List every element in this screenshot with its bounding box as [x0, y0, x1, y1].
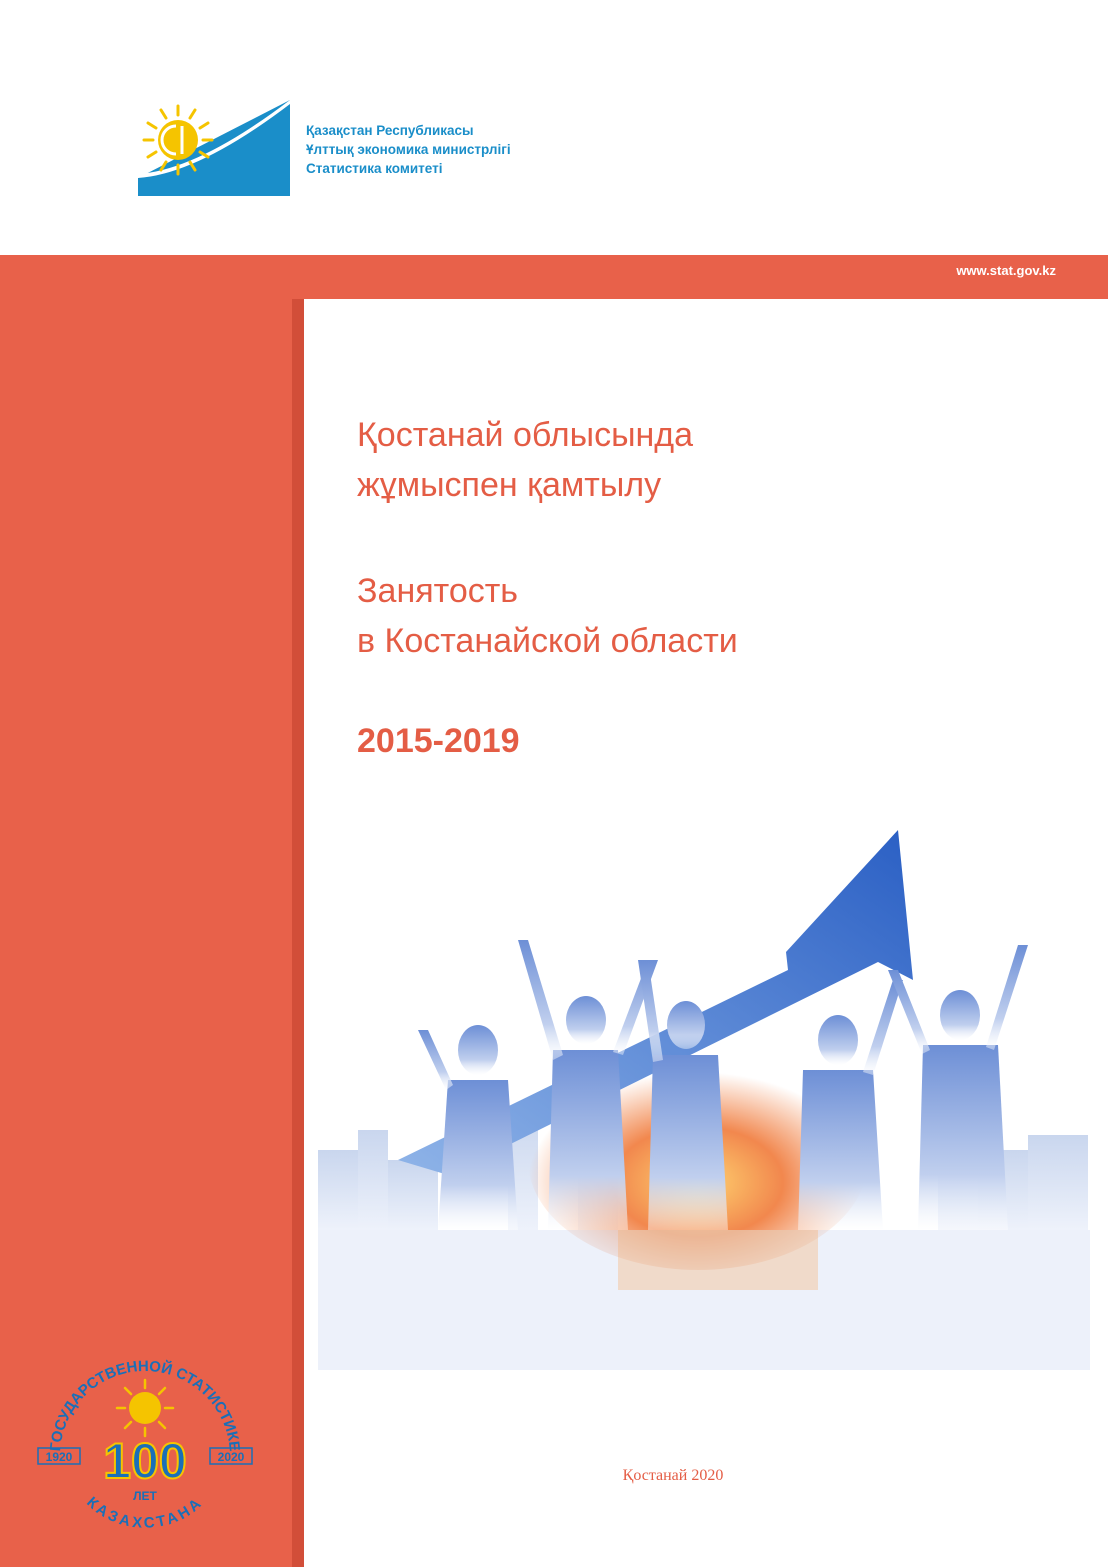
- title-kazakh-line2: жұмыспен қамтылу: [357, 466, 662, 504]
- emblem-sub: ЛЕТ: [133, 1489, 157, 1503]
- organization-name: [306, 121, 511, 178]
- header: [0, 0, 1108, 255]
- people-growth-illustration: [318, 830, 1090, 1370]
- org-line-ministry: Ұлттық экономика министрлігі: [306, 142, 511, 157]
- emblem-year-left: 1920: [45, 1450, 73, 1464]
- title-russian-line1: Занятость: [357, 572, 519, 610]
- anniversary-100-emblem-icon: [30, 1336, 260, 1546]
- top-band: [0, 255, 1108, 299]
- emblem-arc-top: ГОСУДАРСТВЕННОЙ СТАТИСТИКЕ: [47, 1357, 243, 1452]
- period-years: 2015-2019: [357, 722, 520, 760]
- title-russian-line2: в Костанайской области: [357, 622, 738, 660]
- emblem-arc-bottom: КАЗАХСТАНА: [83, 1493, 207, 1532]
- title-kazakh-line1: Қостанай облысында: [357, 416, 694, 454]
- org-line-committee: Статистика комитеті: [306, 161, 443, 176]
- title-kazakh: [357, 410, 693, 510]
- emblem-year-right: 2020: [217, 1450, 245, 1464]
- sidebar-edge: [292, 299, 304, 1567]
- emblem-number: 100: [103, 1433, 187, 1489]
- place-and-year: Қостанай 2020: [622, 1467, 724, 1484]
- title-russian: [357, 566, 738, 666]
- website-link[interactable]: www.stat.gov.kz: [956, 263, 1056, 278]
- org-line-country: Қазақстан Республикасы: [306, 123, 474, 138]
- stat-committee-logo-icon: [138, 100, 290, 196]
